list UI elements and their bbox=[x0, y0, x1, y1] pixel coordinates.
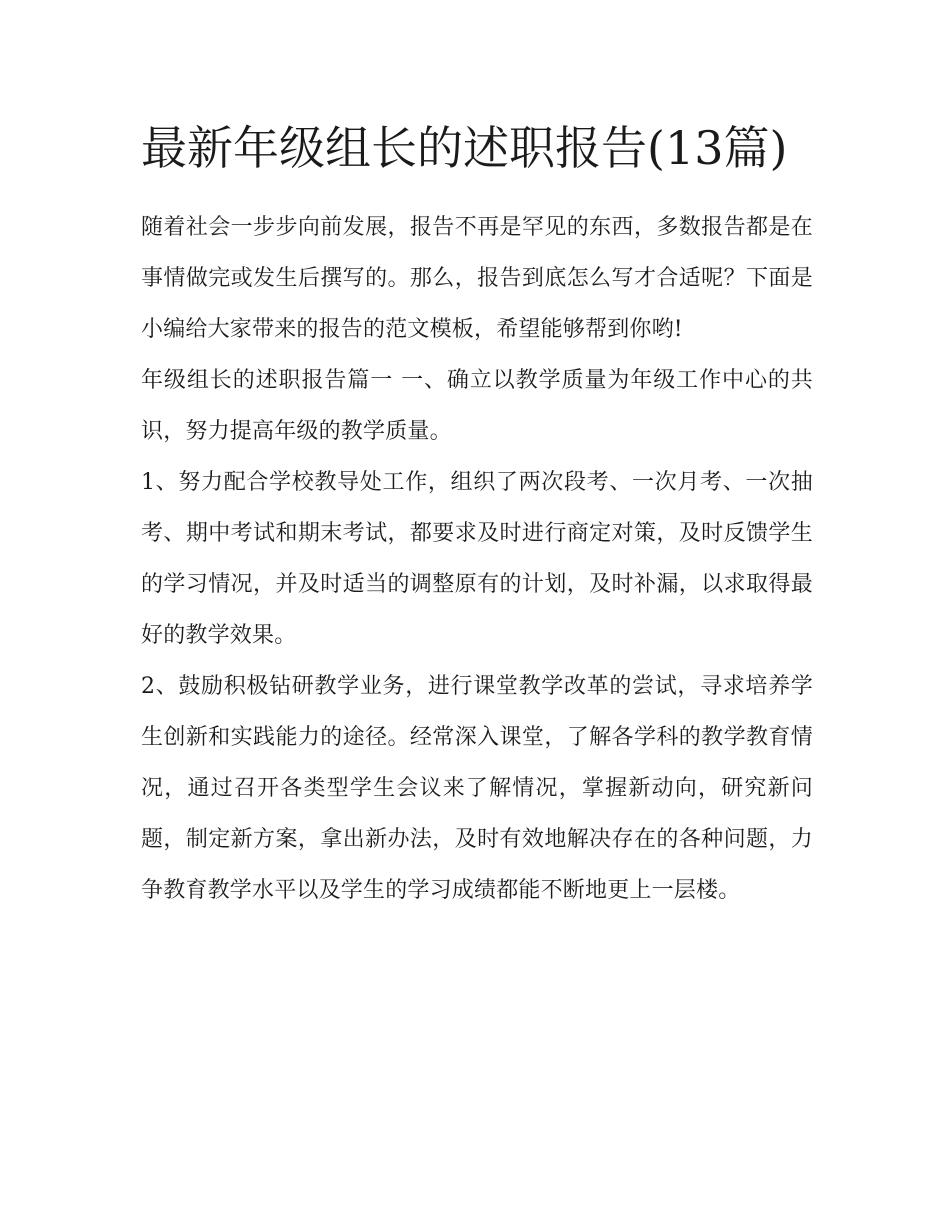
intro-paragraph: 随着社会一步步向前发展，报告不再是罕见的东西，多数报告都是在事情做完或发生后撰写的。那么，报告到底怎么写才合适呢？下面是小编给大家带来的报告的范文模板，希望能够帮到你哟! bbox=[141, 215, 813, 342]
document-body bbox=[141, 202, 813, 916]
document-title: 最新年级组长的述职报告(13篇) bbox=[141, 121, 788, 175]
document-page bbox=[141, 112, 813, 916]
item-2-paragraph: 2、鼓励积极钻研教学业务，进行课堂教学改革的尝试，寻求培养学生创新和实践能力的途径。经常深入课堂，了解各学科的教学教育情况，通过召开各类型学生会议来了解情况，掌握新动向，研究新问题，制定新方案，拿出新办法，及时有效地解决存在的各种问题，力争教育教学水平以及学生的学习成绩都能不断地更上一层楼。 bbox=[141, 674, 813, 903]
item-1-paragraph: 1、努力配合学校教导处工作，组织了两次段考、一次月考、一次抽考、期中考试和期末考试，都要求及时进行商定对策，及时反馈学生的学习情况，并及时适当的调整原有的计划，及时补漏，以求取得最好的教学效果。 bbox=[141, 470, 813, 648]
section-heading-paragraph: 年级组长的述职报告篇一 一、确立以教学质量为年级工作中心的共识，努力提高年级的教学质量。 bbox=[141, 368, 813, 444]
